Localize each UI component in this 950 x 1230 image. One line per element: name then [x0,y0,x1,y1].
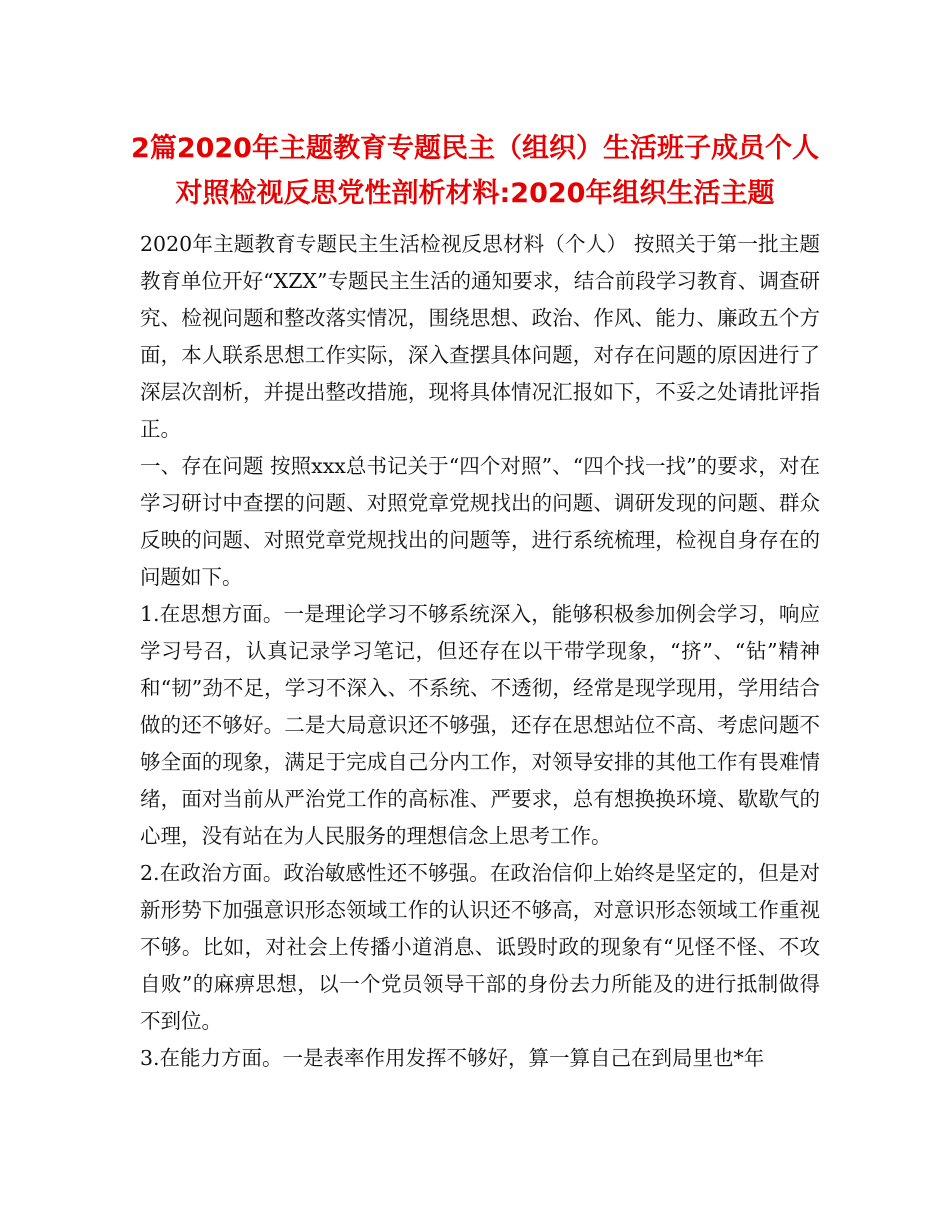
document-body [140,226,820,1077]
paragraph-item-3: 3.在能力方面。一是表率作用发挥不够好，算一算自己在到局里也*年 [140,1046,765,1070]
paragraph-section-1: 一、存在问题 按照xxx总书记关于“四个对照”、“四个找一找”的要求，对在学习研讨中查摆的问题、对照党章党规找出的问题、调研发现的问题、群众反映的问题、对照党章党规找出的问题等，进行系统梳理，检视自身存在的问题如下。 [140,454,820,589]
paragraph-item-2: 2.在政治方面。政治敏感性还不够强。在政治信仰上始终是坚定的，但是对新形势下加强意识形态领域工作的认识还不够高，对意识形态领域工作重视不够。比如，对社会上传播小道消息、诋毁时政的现象有“见怪不怪、不攻自败”的麻痹思想，以一个党员领导干部的身份去力所能及的进行抵制做得不到位。 [140,861,820,1033]
document-title: 2篇2020年主题教育专题民主（组织）生活班子成员个人对照检视反思党性剖析材料:2020年组织生活主题 [131,133,819,209]
paragraph-intro: 2020年主题教育专题民主生活检视反思材料（个人） 按照关于第一批主题教育单位开好“XZX”专题民主生活的通知要求，结合前段学习教育、调查研究、检视问题和整改落实情况，围绕思想、政治、作风、能力、廉政五个方面，本人联系思想工作实际，深入查摆具体问题，对存在问题的原因进行了深层次剖析，并提出整改措施，现将具体情况汇报如下，不妥之处请批评指正。 [140,232,820,441]
paragraph-item-1: 1.在思想方面。一是理论学习不够系统深入，能够积极参加例会学习，响应学习号召，认真记录学习笔记，但还存在以干带学现象，“挤”、“钻”精神和“韧”劲不足，学习不深入、不系统、不透彻，经常是现学现用，学用结合做的还不够好。二是大局意识还不够强，还存在思想站位不高、考虑问题不够全面的现象，满足于完成自己分内工作，对领导安排的其他工作有畏难情绪，面对当前从严治党工作的高标准、严要求，总有想换换环境、歇歇气的心理，没有站在为人民服务的理想信念上思考工作。 [140,602,820,848]
